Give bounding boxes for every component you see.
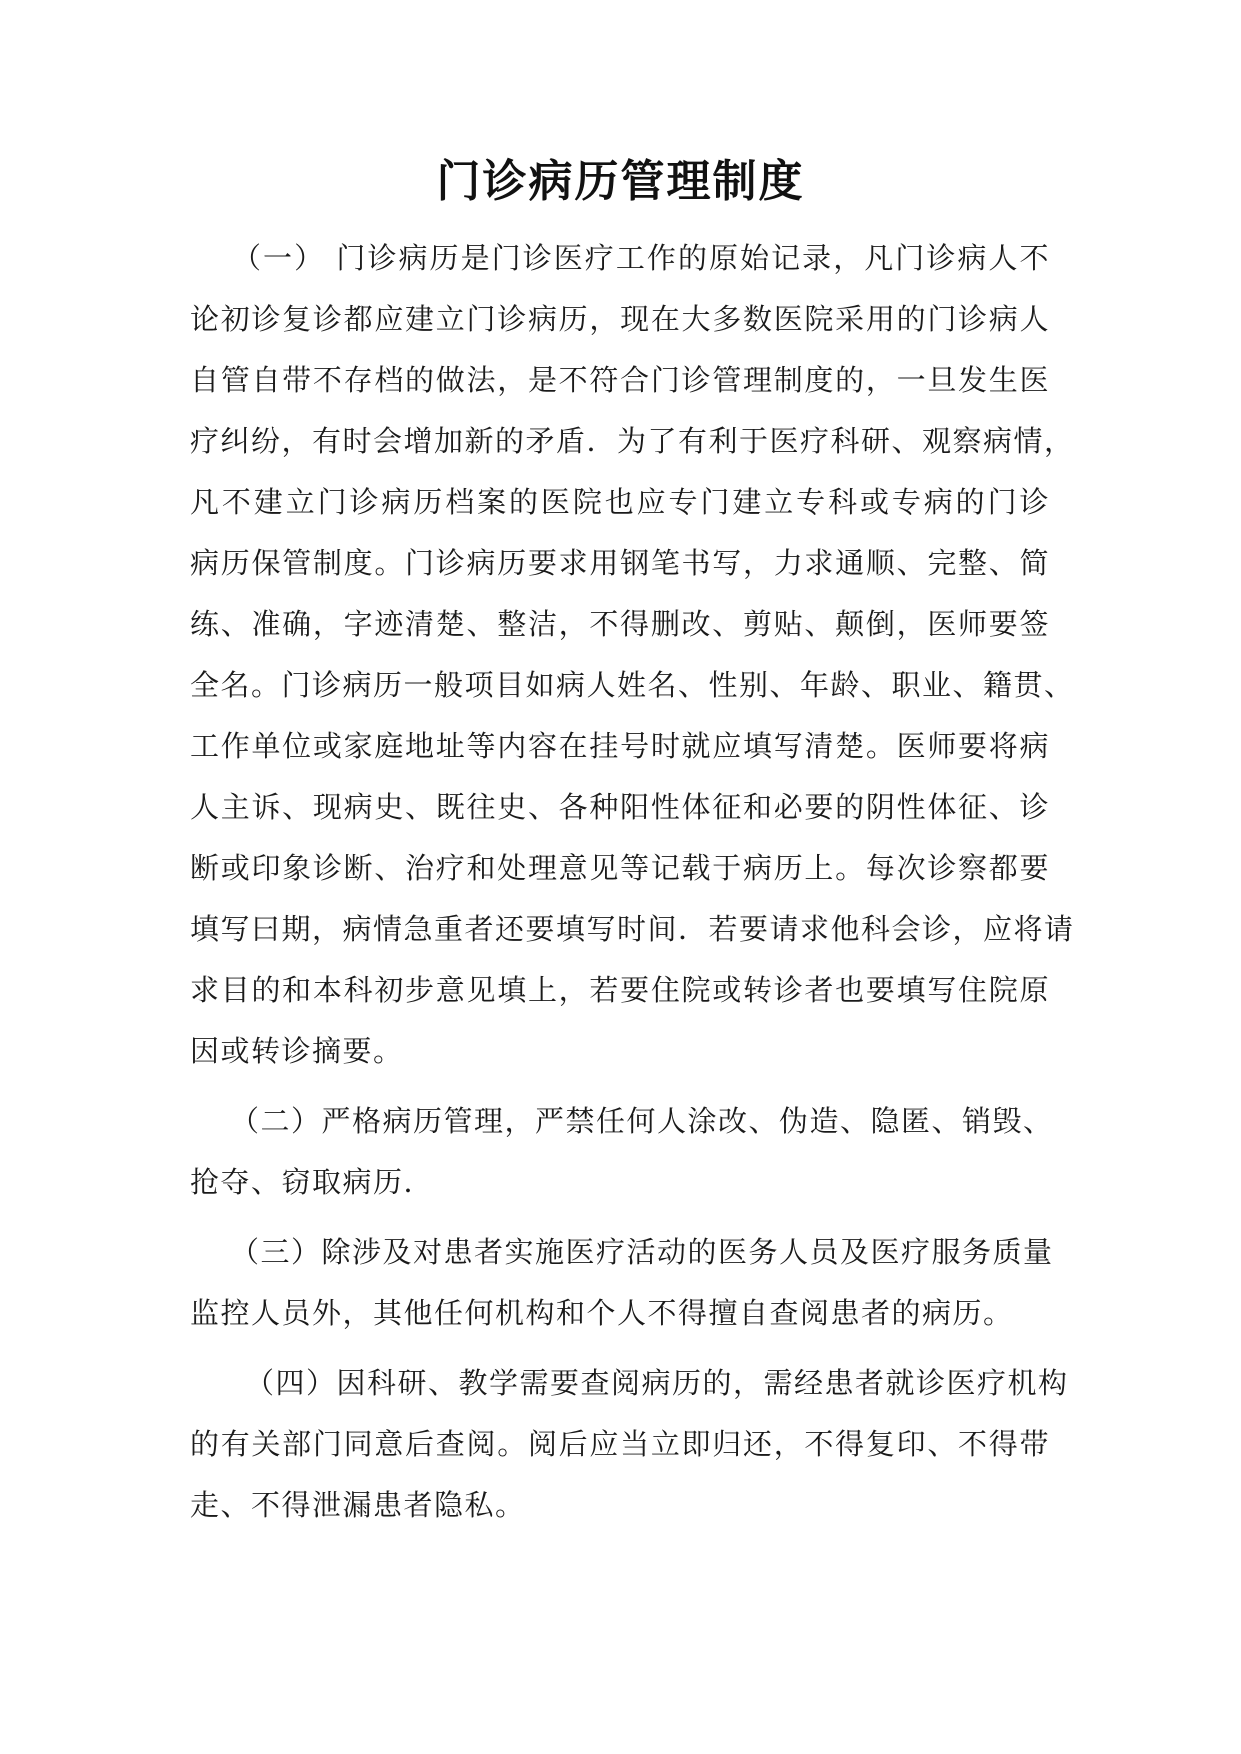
- paragraph-spacer: [190, 1082, 1050, 1091]
- paragraph-line: （一） 门诊病历是门诊医疗工作的原始记录，凡门诊病人不: [232, 241, 1050, 275]
- paragraph-line: 自管自带不存档的做法，是不符合门诊管理制度的，一旦发生医: [190, 363, 1050, 397]
- paragraph-4: [190, 1353, 1069, 1536]
- paragraph-line: 因或转诊摘要。: [190, 1034, 404, 1068]
- paragraph-line: （二）严格病历管理，严禁任何人涂改、伪造、隐匿、销毁、: [230, 1104, 1054, 1138]
- paragraph-spacer: [190, 1213, 1050, 1222]
- paragraph-line: 求目的和本科初步意见填上，若要住院或转诊者也要填写住院原: [190, 973, 1050, 1007]
- paragraph-line: 监控人员外，其他任何机构和个人不得擅自查阅患者的病历。: [190, 1296, 1014, 1330]
- paragraph-line: 全名。门诊病历一般项目如病人姓名、性别、年龄、职业、籍贯、: [190, 668, 1075, 702]
- paragraph-spacer: [190, 1344, 1050, 1353]
- paragraph-line: （四）因科研、教学需要查阅病历的，需经患者就诊医疗机构: [245, 1366, 1069, 1400]
- paragraph-line: 病历保管制度。门诊病历要求用钢笔书写，力求通顺、完整、简: [190, 546, 1050, 580]
- paragraph-line: 填写曰期，病情急重者还要填写时间．若要请求他科会诊，应将请: [190, 912, 1075, 946]
- document-body: [190, 228, 1075, 1536]
- paragraph-line: 抢夺、窃取病历．: [190, 1165, 435, 1199]
- paragraph-line: 工作单位或家庭地址等内容在挂号时就应填写清楚。医师要将病: [190, 729, 1050, 763]
- paragraph-1: [190, 228, 1075, 1082]
- paragraph-line: 论初诊复诊都应建立门诊病历，现在大多数医院采用的门诊病人: [190, 302, 1050, 336]
- paragraph-line: 凡不建立门诊病历档案的医院也应专门建立专科或专病的门诊: [190, 485, 1050, 519]
- paragraph-line: 的有关部门同意后查阅。阅后应当立即归还，不得复印、不得带: [190, 1427, 1050, 1461]
- paragraph-line: 练、准确，字迹清楚、整洁，不得删改、剪贴、颠倒，医师要签: [190, 607, 1050, 641]
- paragraph-line: 断或印象诊断、治疗和处理意见等记载于病历上。每次诊察都要: [190, 851, 1050, 885]
- paragraph-line: 疗纠纷，有时会增加新的矛盾．为了有利于医疗科研、观察病情，: [190, 424, 1075, 458]
- paragraph-line: （三）除涉及对患者实施医疗活动的医务人员及医疗服务质量: [230, 1235, 1054, 1269]
- paragraph-3: [190, 1222, 1054, 1344]
- paragraph-line: 人主诉、现病史、既往史、各种阳性体征和必要的阴性体征、诊: [190, 790, 1050, 824]
- paragraph-line: 走、不得泄漏患者隐私。: [190, 1488, 526, 1522]
- paragraph-2: [190, 1091, 1054, 1213]
- document-title: 门诊病历管理制度: [436, 156, 805, 207]
